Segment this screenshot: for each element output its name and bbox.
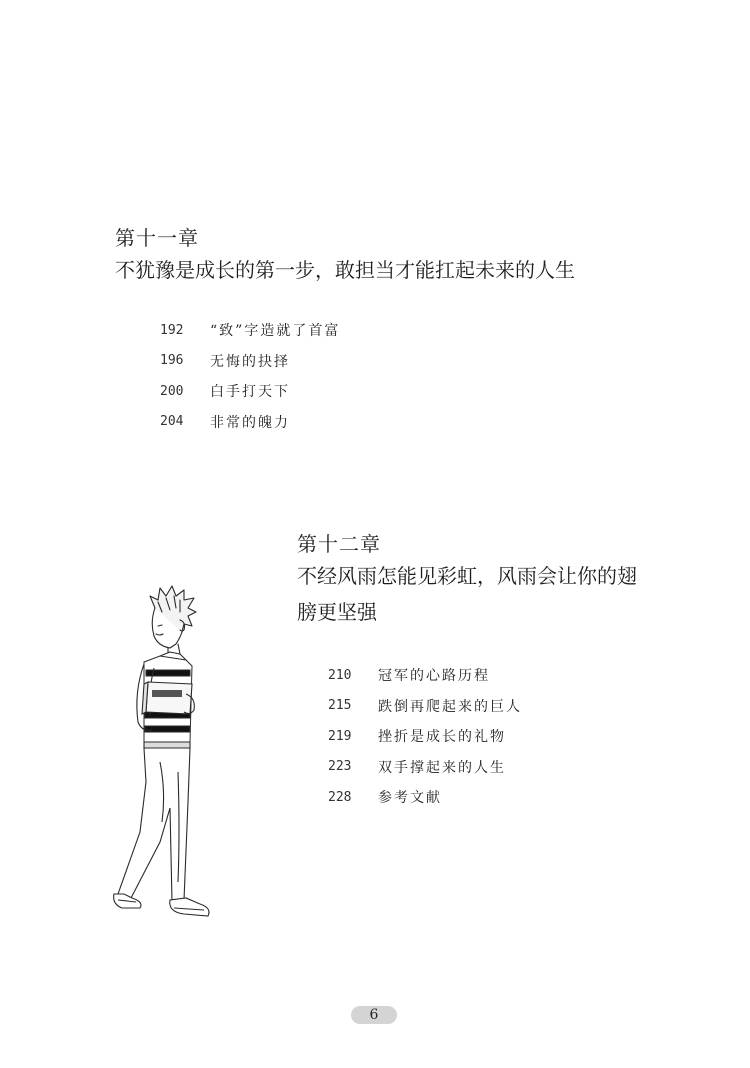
toc-page-number: 219	[328, 728, 352, 744]
toc-entry[interactable]	[328, 721, 522, 752]
toc-page-number: 192	[160, 322, 184, 338]
toc-entry-title: 冠军的心路历程	[378, 668, 490, 685]
chapter-12-title: 不经风雨怎能见彩虹，风雨会让你的翅膀更坚强	[297, 564, 637, 624]
toc-entry-title: 参考文献	[378, 790, 442, 807]
chapter-12-label: 第十二章	[297, 532, 381, 556]
walking-boy-illustration	[100, 582, 240, 927]
toc-entry[interactable]	[328, 782, 522, 813]
toc-entry[interactable]	[160, 376, 340, 407]
toc-entry[interactable]	[328, 691, 522, 722]
toc-page-number: 204	[160, 414, 184, 430]
toc-entry[interactable]	[328, 660, 522, 691]
toc-page-number: 215	[328, 698, 352, 714]
toc-entry-title: 双手撑起来的人生	[378, 759, 506, 776]
toc-page-number: 228	[328, 789, 352, 805]
toc-entry-title: 跌倒再爬起来的巨人	[378, 698, 522, 715]
toc-entry-title: 无悔的抉择	[210, 353, 290, 370]
chapter-11-toc-list	[160, 315, 340, 437]
toc-page-number: 210	[328, 667, 352, 683]
toc-entry[interactable]	[328, 752, 522, 783]
chapter-11-title: 不犹豫是成长的第一步，敢担当才能扛起未来的人生	[115, 258, 575, 282]
toc-entry-title: 白手打天下	[210, 384, 290, 401]
toc-page-number: 223	[328, 759, 352, 775]
toc-entry[interactable]	[160, 346, 340, 377]
toc-page-number: 200	[160, 383, 184, 399]
toc-entry[interactable]	[160, 315, 340, 346]
page-number: 6	[351, 1006, 397, 1024]
toc-entry[interactable]	[160, 407, 340, 438]
toc-entry-title: 挫折是成长的礼物	[378, 729, 506, 746]
toc-page-number: 196	[160, 353, 184, 369]
chapter-11-label: 第十一章	[115, 226, 199, 250]
toc-entry-title: “致”字造就了首富	[210, 323, 341, 340]
chapter-12-toc-list	[328, 660, 522, 813]
toc-entry-title: 非常的魄力	[210, 414, 290, 431]
